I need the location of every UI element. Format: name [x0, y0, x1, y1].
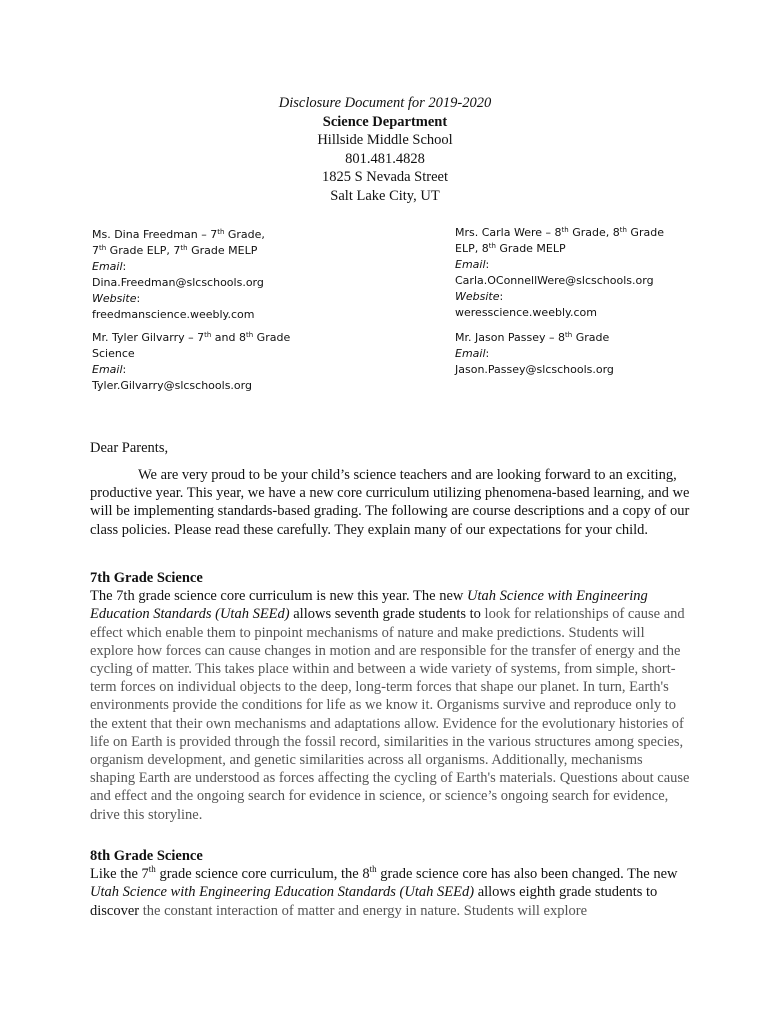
department-name: Science Department	[322, 113, 448, 130]
email-link[interactable]: Carla.OConnellWere@slcschools.org	[455, 274, 654, 287]
contact-were	[455, 225, 670, 321]
contact-name: Ms. Dina Freedman – 7th Grade,	[92, 228, 265, 241]
school-phone: 801.481.4828	[345, 150, 425, 167]
website-label: Website:	[92, 292, 141, 305]
email-label: Email:	[92, 363, 127, 376]
email-label: Email:	[455, 347, 490, 360]
email-link[interactable]: Dina.Freedman@slcschools.org	[92, 276, 264, 289]
section-heading: 8th Grade Science	[90, 848, 203, 864]
email-label: Email:	[455, 258, 490, 271]
website-link[interactable]: weresscience.weebly.com	[455, 306, 597, 319]
section-paragraph: The 7th grade science core curriculum is new this year. The new Utah Science with Engineering Education Standards (Utah SEEd) allows seventh grade students to look for relationships of cause and effect which enable them to pinpoint mechanisms of nature and make predictions. Students will explore how forces can cause changes in motion and are responsible for the transfer of energy and the cycling of matter. This takes place within and between a wide variety of systems, from simple, short-term forces on individual objects to the deep, long-term forces that shape our planet. In turn, Earth's environments provide the conditions for life as we know it. Organisms survive and reproduce only to the extent that their own mechanisms and adaptations allow. Evidence for the evolutionary histories of life on Earth is provided through the fossil record, similarities in the various structures among species, organism development, and genetic similarities across all organisms. Additionally, mechanisms shaping Earth are understood as forces affecting the cycling of Earth's materials. Questions about cause and effect and the ongoing search for evidence in science, or science’s ongoing search for evidence, drive this storyline.	[90, 588, 690, 823]
document-title: Disclosure Document for 2019-2020	[278, 95, 492, 111]
contact-gilvarry	[92, 330, 292, 394]
document-header	[0, 94, 770, 205]
seventh-grade-section	[90, 569, 690, 824]
letter-intro: We are very proud to be your child’s science teachers and are looking forward to an exciting, productive year. This year, we have a new core curriculum utilizing phenomena-based learning, and we will be implementing standards-based grading. The following are course descriptions and a copy of our class policies. Please read these carefully. They explain many of our expectations for your child.	[90, 467, 690, 538]
school-street: 1825 S Nevada Street	[321, 169, 449, 185]
email-label: Email:	[92, 260, 127, 273]
letter-greeting: Dear Parents,	[90, 440, 169, 456]
contact-name: Mr. Jason Passey – 8th Grade	[455, 331, 610, 344]
contact-grade: ELP, 8th Grade MELP	[455, 242, 566, 255]
contact-name: Mrs. Carla Were – 8th Grade, 8th Grade	[455, 226, 664, 239]
contact-freedman	[92, 227, 282, 323]
section-paragraph: Like the 7th grade science core curriculum, the 8th grade science core has also been changed. The new Utah Science with Engineering Education Standards (Utah SEEd) allows eighth grade students to discover the constant interaction of matter and energy in nature. Students will explore	[90, 864, 678, 919]
contact-subject: Science	[92, 347, 135, 360]
contact-grade: 7th Grade ELP, 7th Grade MELP	[92, 244, 258, 257]
email-link[interactable]: Jason.Passey@slcschools.org	[455, 363, 614, 376]
standards-name: Utah Science with Engineering Education Standards (Utah SEEd)	[90, 588, 648, 623]
school-city: Salt Lake City, UT	[330, 187, 440, 204]
contact-passey	[455, 330, 670, 378]
website-link[interactable]: freedmanscience.weebly.com	[92, 308, 255, 321]
section-heading: 7th Grade Science	[90, 570, 203, 586]
school-name: Hillside Middle School	[317, 132, 453, 148]
standards-name: Utah Science with Engineering Education Standards (Utah SEEd)	[90, 884, 475, 901]
email-link[interactable]: Tyler.Gilvarry@slcschools.org	[92, 379, 252, 392]
website-label: Website:	[455, 290, 504, 303]
contact-name: Mr. Tyler Gilvarry – 7th and 8th Grade	[92, 331, 291, 344]
eighth-grade-section	[90, 847, 690, 920]
